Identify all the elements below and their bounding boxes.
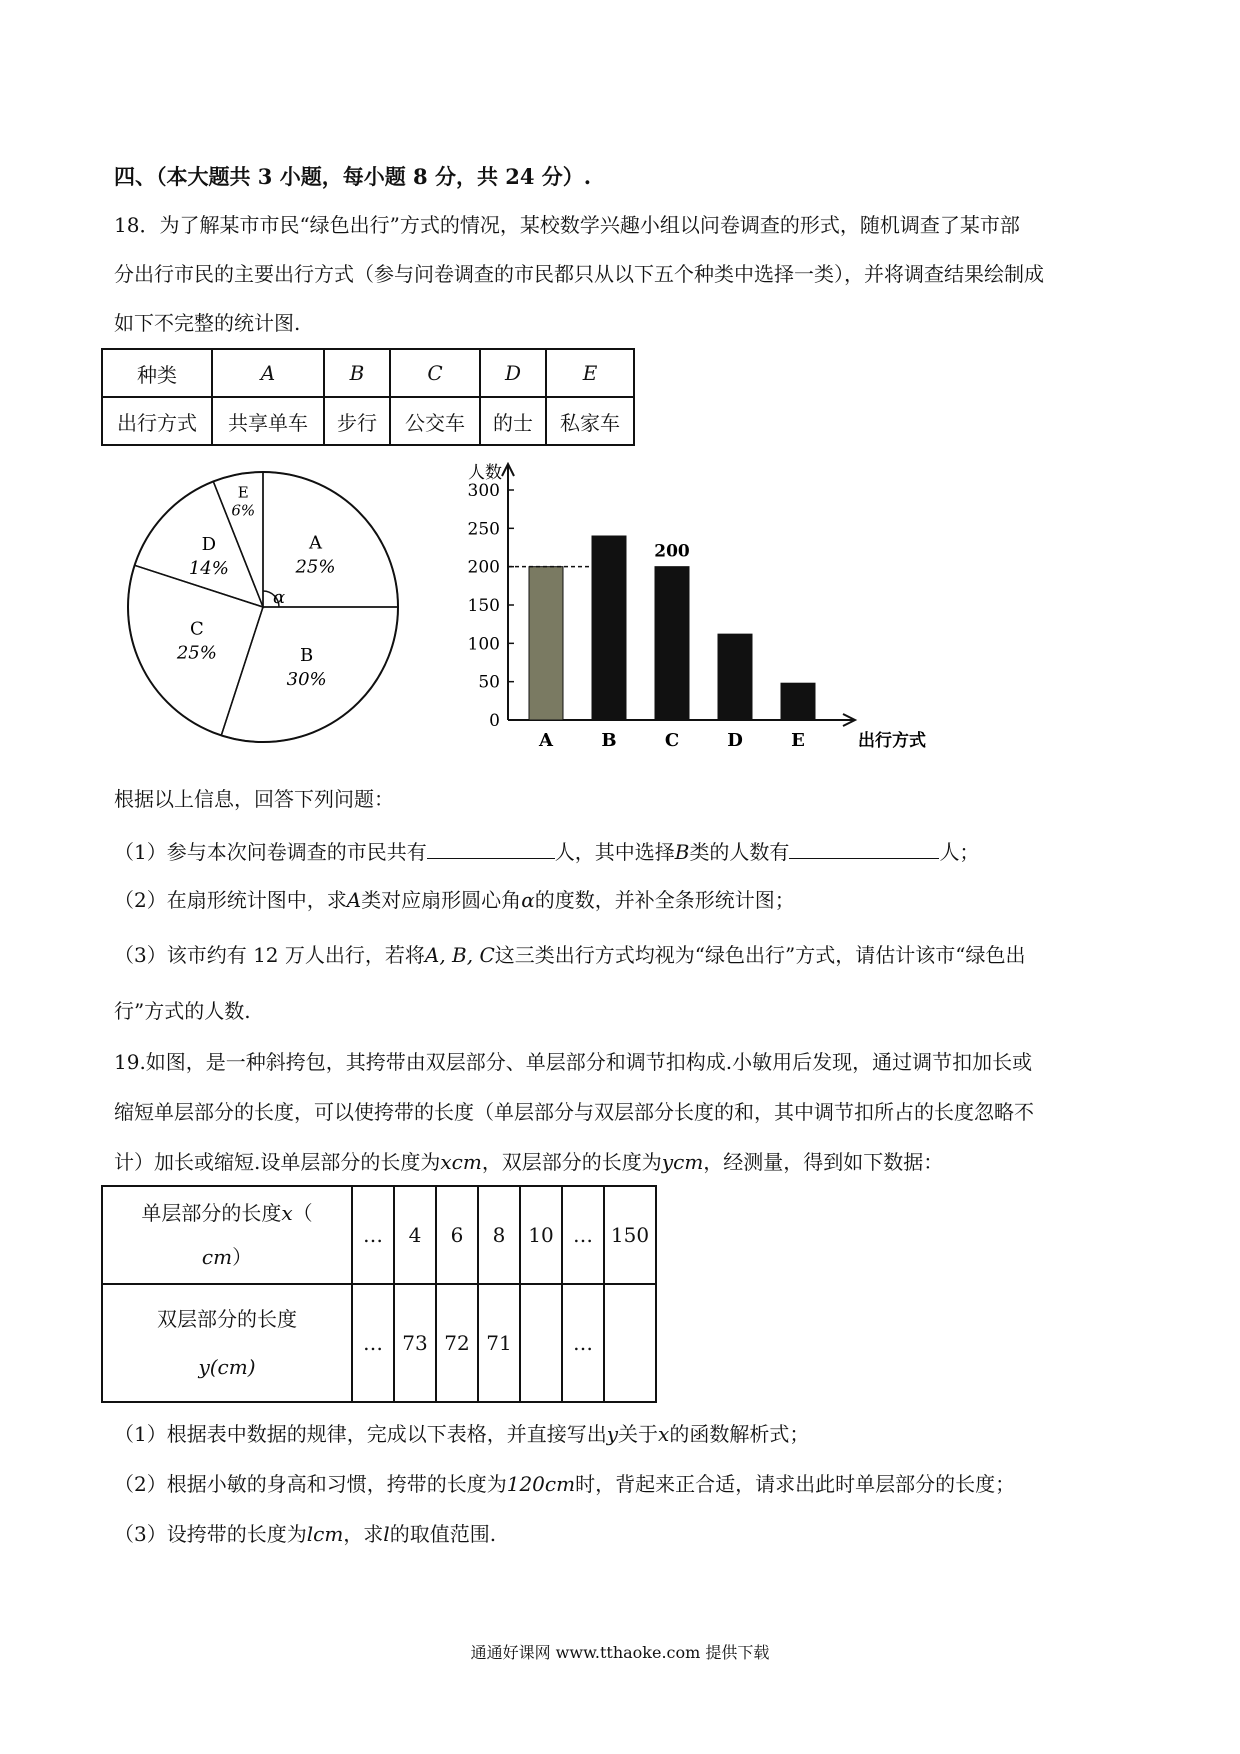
table-mode-e: 私家车 [546, 397, 634, 445]
bar-chart [450, 462, 940, 762]
pie-value-d: 14% [188, 558, 229, 580]
y-tick-label: 250 [467, 519, 500, 540]
table-cell: 8 [478, 1186, 520, 1284]
q18-intro-line-1: 18．为了解某市市民“绿色出行”方式的情况，某校数学兴趣小组以问卷调查的形式，随机调查了某市部 [114, 213, 1020, 237]
y-axis-label: 人数 [468, 463, 502, 483]
q19-intro-line-1: 19.如图，是一种斜挎包，其挎带由双层部分、单层部分和调节扣构成.小敏用后发现，通过调节扣加长或 [114, 1050, 1033, 1074]
y-tick-label: 100 [467, 634, 500, 655]
table-cell: 4 [394, 1186, 436, 1284]
table-header-kind: 种类 [102, 349, 212, 397]
x-axis-label: 出行方式 [858, 731, 926, 751]
q19-part-2: （2）根据小敏的身高和习惯，挎带的长度为120cm时，背起来正合适，请求出此时单层部分的长度； [114, 1472, 1016, 1496]
y-tick-label: 300 [467, 481, 500, 501]
table-cell: 73 [394, 1284, 436, 1402]
table-kind-b: B [349, 361, 365, 385]
x-tick-label: D [727, 730, 743, 751]
x-tick-label: E [791, 730, 805, 751]
table-kind-a: A [260, 361, 276, 385]
q18-intro-line-2: 分出行市民的主要出行方式（参与问卷调查的市民都只从以下五个种类中选择一类），并将调查结果绘制成 [114, 262, 1044, 286]
table-cell: 72 [436, 1284, 478, 1402]
q19-intro-line-2: 缩短单层部分的长度，可以使挎带的长度（单层部分与双层部分长度的和，其中调节扣所占的长度忽略不 [114, 1100, 1034, 1124]
table-cell: 6 [436, 1186, 478, 1284]
q18-prompt: 根据以上信息，回答下列问题： [114, 787, 394, 811]
table-cell-blank[interactable] [604, 1284, 656, 1402]
table-mode-a: 共享单车 [212, 397, 324, 445]
answer-blank-b[interactable] [789, 836, 939, 859]
bar-a [529, 567, 563, 720]
pie-value-b: 30% [286, 669, 327, 691]
bar-e [781, 683, 815, 720]
bar-b [592, 536, 626, 720]
bar-annotation: 200 [654, 541, 690, 562]
pie-label-d: D [201, 534, 217, 556]
pie-label-a: A [309, 532, 323, 554]
pie-value-a: 25% [295, 556, 336, 578]
table-mode-c: 公交车 [390, 397, 480, 445]
pie-label-c: C [189, 618, 204, 640]
pie-label-b: B [300, 645, 314, 667]
table-row2-header: 双层部分的长度 y(cm) [102, 1284, 352, 1402]
y-tick-label: 200 [467, 557, 500, 578]
table-cell: … [562, 1186, 604, 1284]
x-tick-label: B [601, 730, 617, 751]
x-tick-label: A [539, 730, 553, 751]
q18-intro-line-3: 如下不完整的统计图. [114, 311, 301, 335]
table-cell: … [562, 1284, 604, 1402]
y-tick-label: 150 [467, 596, 500, 616]
pie-label-e: E [237, 483, 249, 502]
q18-part-3-cont: 行”方式的人数. [114, 999, 251, 1023]
x-tick-label: C [664, 730, 680, 751]
bar-c [655, 567, 689, 720]
table-header-mode: 出行方式 [102, 397, 212, 445]
q18-part-1: （1）参与本次问卷调查的市民共有 人，其中选择B类的人数有 人； [114, 836, 979, 866]
table-cell: 10 [520, 1186, 562, 1284]
q18-part-2: （2）在扇形统计图中，求A类对应扇形圆心角α的度数，并补全条形统计图； [114, 888, 795, 912]
table-cell: … [352, 1284, 394, 1402]
pie-value-c: 25% [176, 642, 217, 664]
q19-part-3: （3）设挎带的长度为lcm，求l的取值范围. [114, 1522, 497, 1546]
q19-intro-line-3: 计）加长或缩短.设单层部分的长度为xcm，双层部分的长度为ycm，经测量，得到如下数据： [114, 1150, 944, 1174]
table-cell: … [352, 1186, 394, 1284]
q18-part-3: （3）该市约有 12 万人出行，若将A, B, C这三类出行方式均视为“绿色出行”方式，请估计该市“绿色出 [114, 943, 1026, 967]
section-title: 四、（本大题共 3 小题，每小题 8 分，共 24 分）. [114, 164, 592, 189]
alpha-label: α [273, 587, 286, 608]
q19-part-1: （1）根据表中数据的规律，完成以下表格，并直接写出y关于x的函数解析式； [114, 1422, 810, 1446]
table-kind-c: C [427, 361, 443, 385]
bar-d [718, 634, 752, 720]
table-cell: 71 [478, 1284, 520, 1402]
q19-data-table [101, 1185, 657, 1403]
q18-category-table [101, 348, 635, 446]
footer-credit: 通通好课网 www.tthaoke.com 提供下载 [470, 1643, 770, 1662]
pie-value-e: 6% [231, 501, 256, 520]
table-kind-d: D [504, 361, 522, 385]
answer-blank-total[interactable] [427, 836, 555, 859]
y-tick-label: 50 [478, 672, 500, 693]
table-mode-b: 步行 [324, 397, 390, 445]
table-row1-header: 单层部分的长度x（ cm） [102, 1186, 352, 1284]
table-mode-d: 的士 [480, 397, 546, 445]
pie-chart [118, 462, 408, 752]
y-tick-label: 0 [489, 711, 500, 731]
table-cell: 150 [604, 1186, 656, 1284]
table-cell-blank[interactable] [520, 1284, 562, 1402]
table-kind-e: E [582, 361, 598, 385]
